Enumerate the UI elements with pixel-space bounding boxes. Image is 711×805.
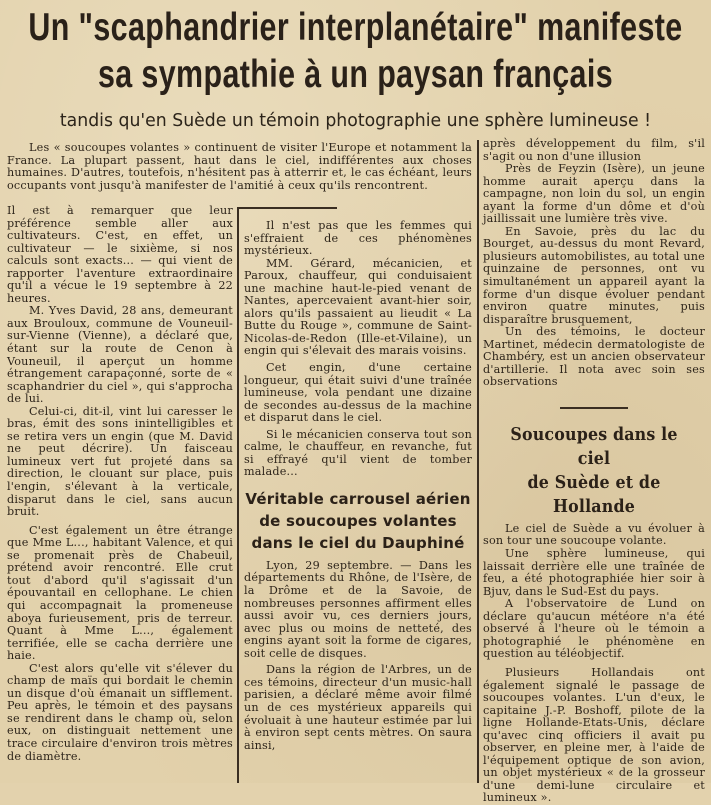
- column-1-paragraph: Il est à remarquer que leur préférence semble aller aux cultivateurs. C'est, en effet, un cultivateur — le sixième, si nos calculs sont exacts... — qui vient de rapporter l'aventure extraordinaire qu'il a vécue le 19 septembre à 22 heures.: [7, 204, 233, 305]
- subtitle-line: de soucoupes volantes: [259, 511, 457, 530]
- column-2-paragraph: MM. Gérard, mécanicien, et Paroux, chauffeur, qui conduisaient une machine haut-le-pied venant de Nantes, apercevaient avant-hier soir, alors qu'ils passaient au lieudit « La Butte du Rouge », commune de Saint-Nicolas-de-Redon (Ille-et-Vilaine), un engin qui s'élevait des marais voisins.: [244, 256, 472, 358]
- column-3-paragraph: Près de Feyzin (Isère), un jeune homme aurait aperçu dans la campagne, non loin du sol, un engin ayant la forme d'un dôme et d'où jaillissait une lumière très vive.: [483, 162, 705, 226]
- section-divider: [560, 407, 628, 409]
- column-1-paragraph: Celui-ci, dit-il, vint lui caresser le bras, émit des sons inintelligibles et se retira vers un engin (que M. David ne peut décrire). Un faisceau lumineux vert fut projeté dans sa direction, le clouant sur place, puis l'engin, s'élevant à la verticale, disparut dans le ciel, sans aucun bruit.: [7, 404, 233, 519]
- box-left-rule: [237, 207, 239, 783]
- subheadline: tandis qu'en Suède un témoin photographie une sphère lumineuse !: [59, 110, 652, 131]
- column-3: [483, 138, 705, 805]
- subtitle-line: de Suède et de Hollande: [527, 471, 661, 517]
- column-1-paragraph: C'est également un être étrange que Mme L..., habitant Valence, et qui se promenait près de Chabeuil, prétend avoir rencontré. Elle crut tout d'abord qu'il s'agissait d'un épouvantail en cellophane. Le chien qui accompagnait la promeneuse aboya furieusement, pris de terreur. Quant à Mme L..., également terrifiée, elle se cacha derrière une haie.: [7, 523, 233, 663]
- headline-line-2: sa sympathie à un paysan français: [97, 53, 614, 96]
- subtitle-line: dans le ciel du Dauphiné: [251, 533, 465, 552]
- intro-text: Les « soucoupes volantes » continuent de visiter l'Europe et notamment la France. La plupart passent, haut dans le ciel, indifférentes aux choses humaines. D'autres, toutefois, n'hésitent pas à atterrir et, le cas échéant, leurs occupants vont jusqu'à manifester de l'amitié à ceux qu'ils rencontrent.: [7, 141, 472, 192]
- column-3-paragraph: après développement du film, s'il s'agit ou non d'une illusion: [483, 137, 705, 163]
- intro-paragraph: [7, 142, 472, 192]
- column-3-paragraph: Un des témoins, le docteur Martinet, médecin dermatologiste de Chambéry, est un ancien observateur d'artillerie. Il nota avec soin ses observations: [483, 325, 705, 389]
- box-top-rule: [237, 207, 337, 209]
- column-2-paragraph: Cet engin, d'une certaine longueur, qui était suivi d'une traînée lumineuse, vola pendant une dizaine de secondes au-dessus de la machine et disparut dans le ciel.: [244, 361, 472, 425]
- column-2-paragraph: Lyon, 29 septembre. — Dans les départements du Rhône, de l'Isère, de la Drôme et de la Savoie, de nombreuses personnes affirment elles aussi avoir vu, ces derniers jours, avec plus ou moins de netteté, des engins ayant soit la forme de cigares, soit celle de disques.: [244, 558, 472, 660]
- column-3-paragraph: En Savoie, près du lac du Bourget, au-dessus du mont Revard, plusieurs automobilistes, au total une quinzaine de personnes, ont vu simultanément un appareil ayant la forme d'un disque évoluer pendant environ quatre minutes, puis disparaître brusquement,: [483, 224, 705, 326]
- subtitle-carrousel: [244, 488, 472, 554]
- subtitle-line: Soucoupes dans le ciel: [510, 423, 678, 469]
- column-3-paragraph: Le ciel de Suède a vu évoluer à son tour une soucoupe volante.: [483, 521, 705, 548]
- column-2-paragraph: Dans la région de l'Arbres, un de ces témoins, directeur d'un music-hall parisien, a déclaré même avoir filmé un de ces mystérieux appareils qui évoluait à une hauteur estimée par lui à environ sept cents mètres. On saura ainsi,: [244, 663, 472, 752]
- column-1-paragraph: M. Yves David, 28 ans, demeurant aux Brouloux, commune de Vouneuil-sur-Vienne (Vienne), a déclaré que, étant sur la route de Cenon à Vouneuil, il aperçut un homme étrangement carapaçonné, sorte de « scaphandrier du ciel », qui s'approcha de lui.: [7, 304, 233, 406]
- column-1: [7, 205, 233, 763]
- column-2-paragraph: Si le mécanicien conserva tout son calme, le chauffeur, en revanche, fut si effrayé qu'il vient de tomber malade...: [244, 427, 472, 479]
- column-3-paragraph: Une sphère lumineuse, qui laissait derrière elle une traînée de feu, a été photographiée hier soir à Bjuv, dans le Sud-Est du pays.: [483, 547, 705, 598]
- column-2: [244, 220, 472, 752]
- subtitle-line: Véritable carrousel aérien: [245, 489, 471, 508]
- column-2-paragraph: Il n'est pas que les femmes qui s'effraient de ces phénomènes mystérieux.: [244, 219, 472, 258]
- headline-line-1: Un "scaphandrier interplanétaire" manifeste: [28, 6, 683, 49]
- subtitle-suede-hollande: [496, 423, 691, 519]
- column-divider: [477, 140, 479, 783]
- column-1-paragraph: C'est alors qu'elle vit s'élever du champ de maïs qui bordait le chemin un disque d'où émanait un sifflement. Peu après, le témoin et des paysans se rendirent dans le champ où, selon eux, on distinguait nettement une trace circulaire d'environ trois mètres de diamètre.: [7, 661, 233, 763]
- headline: [28, 4, 683, 98]
- column-3-paragraph: A l'observatoire de Lund on déclare qu'aucun météore n'a été observé à l'heure où le témoin a photographié le phénomène en question au téléobjectif.: [483, 597, 705, 661]
- column-3-paragraph: Plusieurs Hollandais ont également signalé le passage de soucoupes volantes. L'un d'eux, le capitaine J.-P. Boshoff, pilote de la ligne Hollande-Etats-Unis, déclare qu'avec cinq officiers il avait pu observer, en pleine mer, à l'aide de l'équipement optique de son avion, un objet mystérieux « de la grosseur d'une demi-lune circulaire et lumineux ».: [483, 665, 705, 805]
